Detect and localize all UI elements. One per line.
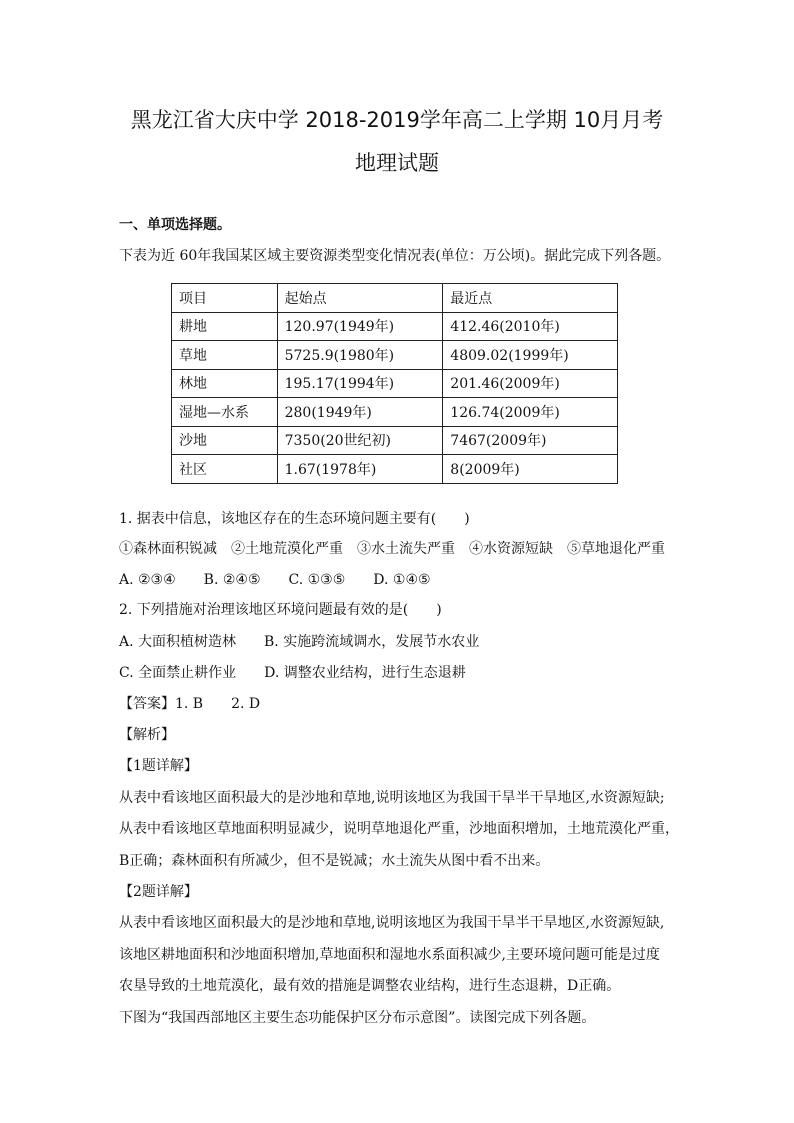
table-cell: 5725.9(1980年) xyxy=(277,341,443,370)
table-row xyxy=(172,426,618,455)
table-intro: 下表为近 60年我国某区域主要资源类型变化情况表(单位：万公顷)。据此完成下列各题。 xyxy=(119,248,671,264)
table-header-row xyxy=(172,284,618,313)
question-1-stem: 1. 据表中信息，该地区存在的生态环境问题主要有( ) xyxy=(119,511,470,527)
table-cell: 1.67(1978年) xyxy=(277,455,443,484)
answer-line: 【答案】1. B 2. D xyxy=(119,696,261,712)
resource-change-table xyxy=(171,283,618,484)
detail-2-heading: 【2题详解】 xyxy=(119,884,198,900)
table-header-cell: 起始点 xyxy=(277,284,443,313)
table-cell: 草地 xyxy=(172,341,278,370)
table-cell: 201.46(2009年) xyxy=(443,369,618,398)
table-row xyxy=(172,455,618,484)
detail-1-line: 从表中看该地区草地面积明显减少，说明草地退化严重，沙地面积增加，土地荒漠化严重， xyxy=(119,821,679,837)
document-subtitle: 地理试题 xyxy=(355,151,439,175)
table-cell: 耕地 xyxy=(172,312,278,341)
section-heading: 一、单项选择题。 xyxy=(119,217,231,233)
document-title: 黑龙江省大庆中学 2018-2019学年高二上学期 10月月考 xyxy=(130,108,664,132)
table-cell: 社区 xyxy=(172,455,278,484)
table-cell: 7350(20世纪初) xyxy=(277,426,443,455)
detail-2-line: 从表中看该地区面积最大的是沙地和草地,说明该地区为我国干旱半干旱地区,水资源短缺, xyxy=(119,915,665,931)
table-cell: 4809.02(1999年) xyxy=(443,341,618,370)
table-cell: 沙地 xyxy=(172,426,278,455)
question-1-options: A. ②③④ B. ②④⑤ C. ①③⑤ D. ①④⑤ xyxy=(119,572,431,588)
table-header-cell: 项目 xyxy=(172,284,278,313)
question-2-options-ab: A. 大面积植树造林 B. 实施跨流域调水，发展节水农业 xyxy=(119,634,480,650)
table-row xyxy=(172,341,618,370)
table-cell: 7467(2009年) xyxy=(443,426,618,455)
table-row xyxy=(172,369,618,398)
table-row xyxy=(172,312,618,341)
detail-1-heading: 【1题详解】 xyxy=(119,758,198,774)
detail-1-line: 从表中看该地区面积最大的是沙地和草地,说明该地区为我国干旱半干旱地区,水资源短缺; xyxy=(119,790,665,806)
table-cell: 280(1949年) xyxy=(277,398,443,427)
table-cell: 林地 xyxy=(172,369,278,398)
table-cell: 120.97(1949年) xyxy=(277,312,443,341)
table-cell: 8(2009年) xyxy=(443,455,618,484)
analysis-heading: 【解析】 xyxy=(119,727,175,743)
question-2-options-cd: C. 全面禁止耕作业 D. 调整农业结构，进行生态退耕 xyxy=(119,665,466,681)
table-cell: 412.46(2010年) xyxy=(443,312,618,341)
table-cell: 195.17(1994年) xyxy=(277,369,443,398)
table-row xyxy=(172,398,618,427)
table-cell: 湿地—水系 xyxy=(172,398,278,427)
detail-2-line: 农垦导致的土地荒漠化，最有效的措施是调整农业结构，进行生态退耕，D正确。 xyxy=(119,978,621,994)
detail-2-line: 该地区耕地面积和沙地面积增加,草地面积和湿地水系面积减少,主要环境问题可能是过度 xyxy=(119,947,660,963)
question-2-stem: 2. 下列措施对治理该地区环境问题最有效的是( ) xyxy=(119,602,442,618)
table-header-cell: 最近点 xyxy=(443,284,618,313)
detail-1-line: B正确；森林面积有所减少，但不是锐减；水土流失从图中看不出来。 xyxy=(119,853,550,869)
question-1-statements: ①森林面积锐减 ②土地荒漠化严重 ③水土流失严重 ④水资源短缺 ⑤草地退化严重 xyxy=(119,541,665,557)
next-question-intro: 下图为“我国西部地区主要生态功能保护区分布示意图”。读图完成下列各题。 xyxy=(119,1010,596,1026)
table-cell: 126.74(2009年) xyxy=(443,398,618,427)
